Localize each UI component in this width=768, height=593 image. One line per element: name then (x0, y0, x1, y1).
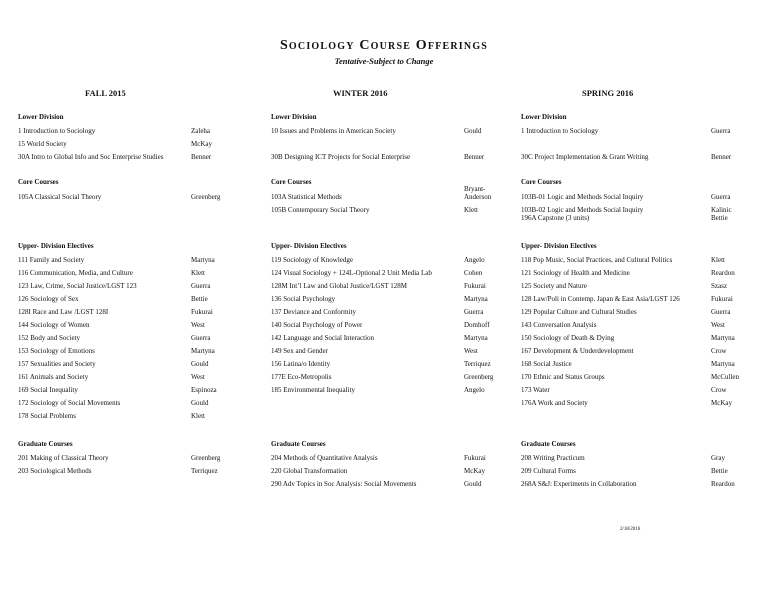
fall-upper-instructor: Gould (191, 360, 209, 368)
spring-upper-heading: Upper- Division Electives (521, 242, 597, 250)
fall-upper-course: 178 Social Problems (18, 412, 76, 420)
winter-graduate-instructor: Gould (464, 480, 482, 488)
fall-upper-course: 144 Sociology of Women (18, 321, 90, 329)
fall-lower-course: 15 World Society (18, 140, 67, 148)
spring-upper-course: 129 Popular Culture and Cultural Studies (521, 308, 637, 316)
winter-lower-heading: Lower Division (271, 113, 317, 121)
fall-upper-course: 128I Race and Law /LGST 128I (18, 308, 109, 316)
term-winter-heading: WINTER 2016 (333, 88, 388, 98)
winter-upper-course: 136 Social Psychology (271, 295, 336, 303)
term-fall-heading: FALL 2015 (85, 88, 126, 98)
spring-core-instructor: Kalinic (711, 206, 732, 214)
fall-upper-instructor: West (191, 373, 205, 381)
spring-lower-instructor: Benner (711, 153, 732, 161)
winter-core-instructor: Bryant- (464, 185, 486, 193)
spring-upper-instructor: Reardon (711, 269, 735, 277)
winter-lower-course: 10 Issues and Problems in American Society (271, 127, 396, 135)
fall-upper-instructor: Martyna (191, 347, 215, 355)
fall-upper-instructor: West (191, 321, 205, 329)
spring-upper-course: 168 Social Justice (521, 360, 572, 368)
spring-core-course: 103B-01 Logic and Methods Social Inquiry (521, 193, 644, 201)
spring-upper-instructor: Martyna (711, 360, 735, 368)
winter-upper-instructor: Domhoff (464, 321, 490, 329)
winter-upper-heading: Upper- Division Electives (271, 242, 347, 250)
winter-upper-instructor: Terriquez (464, 360, 491, 368)
winter-upper-instructor: Greenberg (464, 373, 494, 381)
fall-upper-course: 161 Animals and Society (18, 373, 89, 381)
fall-lower-course: 30A Intro to Global Info and Soc Enterprise Studies (18, 153, 164, 161)
spring-upper-instructor: McKay (711, 399, 732, 407)
spring-graduate-course: 209 Cultural Forms (521, 467, 576, 475)
fall-core-heading: Core Courses (18, 178, 59, 186)
fall-core-instructor: Greenberg (191, 193, 221, 201)
winter-upper-instructor: Fukurai (464, 282, 486, 290)
fall-core-course: 105A Classical Social Theory (18, 193, 102, 201)
spring-lower-heading: Lower Division (521, 113, 567, 121)
spring-core-course: 196A Capstone (3 units) (521, 214, 590, 222)
fall-graduate-instructor: Greenberg (191, 454, 221, 462)
fall-upper-instructor: Bettie (191, 295, 208, 303)
winter-graduate-course: 204 Methods of Quantitative Analysis (271, 454, 378, 462)
winter-upper-instructor: Guerra (464, 308, 484, 316)
winter-upper-course: 156 Latina/o Identity (271, 360, 331, 368)
winter-upper-instructor: Angelo (464, 256, 485, 264)
spring-graduate-instructor: Reardon (711, 480, 735, 488)
spring-upper-course: 125 Society and Nature (521, 282, 587, 290)
winter-core-course: 105B Contemporary Social Theory (271, 206, 370, 214)
winter-upper-instructor: West (464, 347, 478, 355)
spring-lower-course: 30C Project Implementation & Grant Writing (521, 153, 649, 161)
winter-upper-course: 177E Eco-Metropolis (271, 373, 332, 381)
winter-graduate-course: 290 Adv Topics in Soc Analysis: Social Movements (271, 480, 417, 488)
winter-core-instructor: Anderson (464, 193, 492, 201)
winter-upper-course: 119 Sociology of Knowledge (271, 256, 353, 264)
winter-lower-course: 30B Designing ICT Projects for Social Enterprise (271, 153, 411, 161)
fall-upper-instructor: Fukurai (191, 308, 213, 316)
winter-upper-course: 137 Deviance and Conformity (271, 308, 356, 316)
winter-core-instructor: Klett (464, 206, 478, 214)
fall-upper-instructor: Martyna (191, 256, 215, 264)
spring-upper-instructor: West (711, 321, 725, 329)
fall-graduate-course: 203 Sociological Methods (18, 467, 92, 475)
winter-graduate-course: 220 Global Transformation (271, 467, 348, 475)
fall-upper-course: 126 Sociology of Sex (18, 295, 79, 303)
fall-upper-course: 157 Sexualities and Society (18, 360, 96, 368)
winter-core-course: 103A Statistical Methods (271, 193, 342, 201)
spring-lower-instructor: Guerra (711, 127, 731, 135)
spring-lower-course: 1 Introduction to Sociology (521, 127, 599, 135)
fall-graduate-instructor: Terriquez (191, 467, 218, 475)
winter-upper-instructor: Martyna (464, 295, 488, 303)
winter-upper-course: 124 Visual Sociology + 124L-Optional 2 Unit Media Lab (271, 269, 432, 277)
winter-upper-course: 185 Environmental Inequality (271, 386, 355, 394)
spring-upper-course: 170 Ethnic and Status Groups (521, 373, 605, 381)
spring-upper-instructor: Crow (711, 347, 727, 355)
spring-upper-course: 121 Sociology of Health and Medicine (521, 269, 630, 277)
fall-upper-instructor: Guerra (191, 282, 211, 290)
fall-lower-instructor: Zaleha (191, 127, 211, 135)
spring-graduate-course: 268A S&J: Experiments in Collaboration (521, 480, 637, 488)
fall-upper-instructor: Klett (191, 269, 205, 277)
spring-core-instructor: Guerra (711, 193, 731, 201)
page-title: Sociology Course Offerings (279, 38, 489, 53)
fall-upper-heading: Upper- Division Electives (18, 242, 94, 250)
winter-upper-course: 142 Language and Social Interaction (271, 334, 375, 342)
footer-date: 2/18/2016 (620, 527, 641, 532)
spring-upper-course: 143 Conversation Analysis (521, 321, 597, 329)
page-subtitle: Tentative-Subject to Change (334, 56, 434, 66)
spring-graduate-heading: Graduate Courses (521, 440, 576, 448)
winter-graduate-instructor: Fukurai (464, 454, 486, 462)
spring-upper-course: 118 Pop Music, Social Practices, and Cultural Politics (521, 256, 673, 264)
fall-upper-instructor: Klett (191, 412, 205, 420)
fall-upper-instructor: Guerra (191, 334, 211, 342)
spring-core-heading: Core Courses (521, 178, 562, 186)
spring-upper-instructor: Klett (711, 256, 725, 264)
winter-upper-instructor: Angelo (464, 386, 485, 394)
fall-upper-course: 152 Body and Society (18, 334, 81, 342)
fall-lower-instructor: Benner (191, 153, 212, 161)
fall-upper-course: 111 Family and Society (18, 256, 85, 264)
spring-core-instructor: Bettie (711, 214, 728, 222)
spring-core-course: 103B-02 Logic and Methods Social Inquiry (521, 206, 644, 214)
spring-upper-instructor: Martyna (711, 334, 735, 342)
spring-upper-course: 128 Law/Poli in Contemp. Japan & East Asia/LGST 126 (521, 295, 680, 303)
fall-graduate-course: 201 Making of Classical Theory (18, 454, 109, 462)
spring-graduate-instructor: Gray (711, 454, 725, 462)
spring-upper-course: 167 Development & Underdevelopment (521, 347, 634, 355)
winter-graduate-heading: Graduate Courses (271, 440, 326, 448)
fall-upper-course: 172 Sociology of Social Movements (18, 399, 121, 407)
winter-core-heading: Core Courses (271, 178, 312, 186)
fall-upper-course: 169 Social Inequality (18, 386, 78, 394)
winter-upper-instructor: Cohen (464, 269, 483, 277)
spring-upper-course: 150 Sociology of Death & Dying (521, 334, 615, 342)
fall-lower-course: 1 Introduction to Sociology (18, 127, 96, 135)
winter-lower-instructor: Gould (464, 127, 482, 135)
spring-upper-instructor: Guerra (711, 308, 731, 316)
winter-upper-instructor: Martyna (464, 334, 488, 342)
spring-upper-instructor: Szasz (711, 282, 727, 290)
fall-upper-course: 116 Communication, Media, and Culture (18, 269, 133, 277)
fall-lower-heading: Lower Division (18, 113, 64, 121)
term-spring-heading: SPRING 2016 (582, 88, 634, 98)
winter-graduate-instructor: McKay (464, 467, 485, 475)
spring-graduate-course: 208 Writing Practicum (521, 454, 585, 462)
winter-upper-course: 128M Int’l Law and Global Justice/LGST 128M (271, 282, 407, 290)
fall-upper-course: 153 Sociology of Emotions (18, 347, 95, 355)
spring-upper-course: 173 Water (521, 386, 550, 394)
fall-upper-course: 123 Law, Crime, Social Justice/LGST 123 (18, 282, 137, 290)
spring-upper-course: 176A Work and Society (521, 399, 588, 407)
fall-lower-instructor: McKay (191, 140, 212, 148)
fall-graduate-heading: Graduate Courses (18, 440, 73, 448)
winter-lower-instructor: Benner (464, 153, 485, 161)
spring-upper-instructor: McCullen (711, 373, 739, 381)
winter-upper-course: 149 Sex and Gender (271, 347, 328, 355)
spring-upper-instructor: Fukurai (711, 295, 733, 303)
fall-upper-instructor: Espinoza (191, 386, 217, 394)
winter-upper-course: 140 Social Psychology of Power (271, 321, 363, 329)
spring-upper-instructor: Crow (711, 386, 727, 394)
spring-graduate-instructor: Bettie (711, 467, 728, 475)
fall-upper-instructor: Gould (191, 399, 209, 407)
